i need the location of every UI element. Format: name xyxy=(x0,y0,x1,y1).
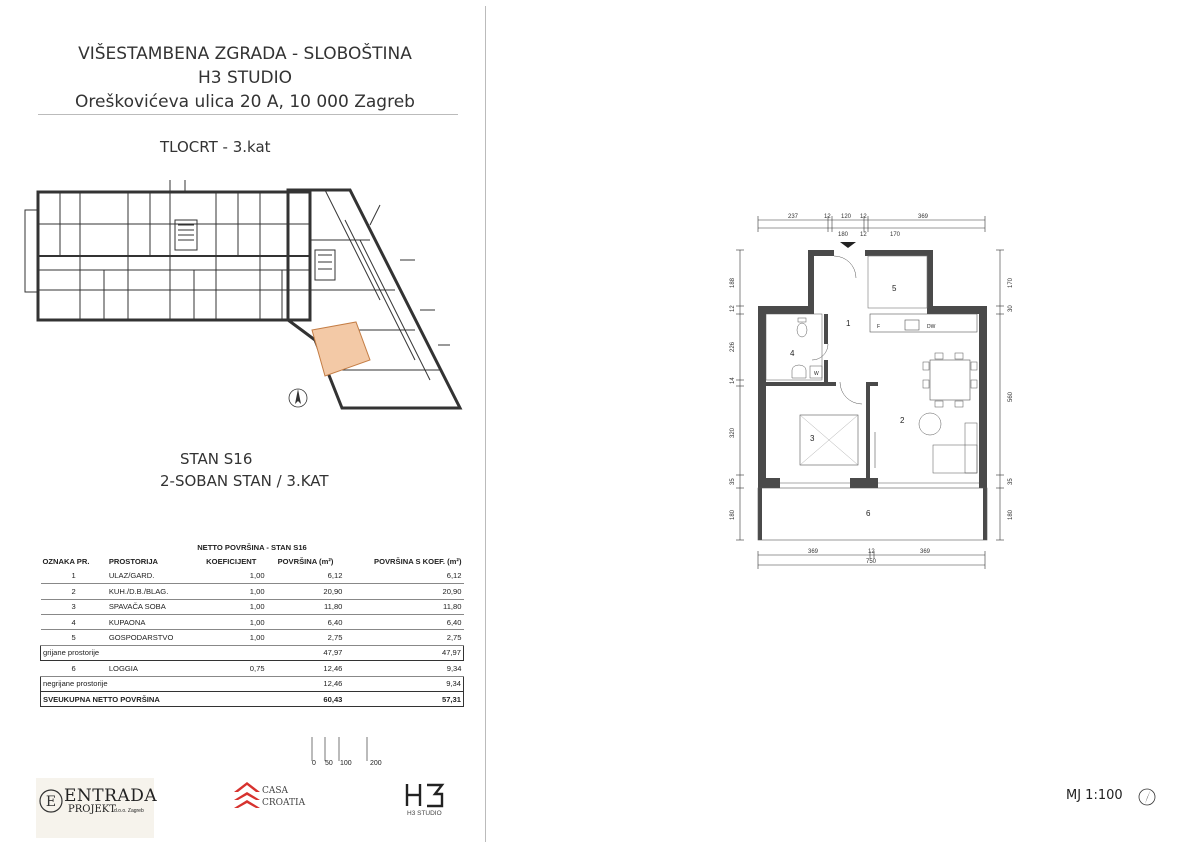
col-header-coef: KOEFICIJENT xyxy=(206,557,257,567)
dim-bottom: 750 xyxy=(866,559,877,565)
dim-left: 35 xyxy=(730,478,736,485)
area-table xyxy=(40,540,464,707)
scale-label-50: 50 xyxy=(325,760,333,767)
entrada-sub: PROJEKT xyxy=(68,804,116,815)
dishwasher-label: DW xyxy=(927,324,936,330)
casa-croatia-emblem-icon xyxy=(232,780,262,814)
room-label-1: 1 xyxy=(846,319,851,328)
unit-name: STAN S16 xyxy=(180,450,253,468)
dim-left: 226 xyxy=(730,341,736,352)
dim-top: 369 xyxy=(918,214,929,220)
table-row: 2 KUH./D.B./BLAG. 1,00 20,90 20,90 xyxy=(41,584,464,599)
room-label-4: 4 xyxy=(790,349,795,358)
heated-subtotal-row: grijane prostorije 47,97 47,97 xyxy=(41,645,464,660)
table-row: 5 GOSPODARSTVO 1,00 2,75 2,75 xyxy=(41,630,464,645)
svg-text:E: E xyxy=(45,794,57,810)
dim-right: 35 xyxy=(1008,478,1014,485)
dim-left: 12 xyxy=(730,305,736,312)
fridge-label: F xyxy=(877,324,881,330)
dim-top: 120 xyxy=(841,214,852,220)
entrada-logo xyxy=(36,778,158,838)
h3-caption: H3 STUDIO xyxy=(407,810,442,817)
room-label-2: 2 xyxy=(900,416,905,425)
dim-bottom: 12 xyxy=(868,549,875,555)
casa-line1: CASA xyxy=(262,786,289,796)
scale-label-100: 100 xyxy=(340,760,352,767)
dim-top: 170 xyxy=(890,232,901,238)
dim-bottom: 369 xyxy=(920,549,931,555)
dim-left: 188 xyxy=(730,277,736,288)
dim-top: 237 xyxy=(788,214,799,220)
dim-left: 180 xyxy=(730,509,736,520)
entrada-emblem-icon xyxy=(38,788,64,814)
apartment-floor-plan xyxy=(720,210,1020,580)
scale-label-0: 0 xyxy=(312,760,316,767)
col-header-id: OZNAKA PR. xyxy=(42,557,90,567)
dim-top: 180 xyxy=(838,232,849,238)
table-row: 6 LOGGIA 0,75 12,46 9,34 xyxy=(41,661,464,676)
dim-bottom: 369 xyxy=(808,549,819,555)
room-label-6: 6 xyxy=(866,509,871,518)
dim-right: 170 xyxy=(1008,277,1014,288)
header-divider xyxy=(38,114,458,115)
room-label-5: 5 xyxy=(892,284,897,293)
table-row: 4 KUPAONA 1,00 6,40 6,40 xyxy=(41,614,464,629)
studio-name: H3 STUDIO xyxy=(197,68,293,88)
entrada-name: ENTRADA xyxy=(64,786,158,806)
floorplan-title: TLOCRT - 3.kat xyxy=(160,138,271,156)
page-divider xyxy=(485,6,486,842)
project-address: Oreškovićeva ulica 20 A, 10 000 Zagreb xyxy=(75,92,415,112)
entrada-small: d.o.o. Zagreb xyxy=(114,808,144,814)
dim-top: 12 xyxy=(860,214,867,220)
drawing-scale: MJ 1:100 xyxy=(1066,788,1123,803)
col-header-area: POVRŠINA (m²) xyxy=(277,557,334,567)
project-title: VIŠESTAMBENA ZGRADA - SLOBOŠTINA xyxy=(78,44,412,64)
col-header-room: PROSTORIJA xyxy=(108,557,159,567)
room-label-3: 3 xyxy=(810,434,815,443)
table-row: 1 ULAZ/GARD. 1,00 6,12 6,12 xyxy=(41,569,464,584)
washer-label: W xyxy=(814,371,819,377)
unit-type: 2-SOBAN STAN / 3.KAT xyxy=(160,472,329,490)
scale-label-200: 200 xyxy=(370,760,382,767)
dim-left: 14 xyxy=(730,377,736,384)
unheated-subtotal-row: negrijane prostorije 12,46 9,34 xyxy=(41,676,464,691)
dim-right: 560 xyxy=(1008,391,1014,402)
dim-top: 12 xyxy=(824,214,831,220)
north-arrow-icon xyxy=(1136,786,1158,808)
col-header-area-coef: POVRŠINA S KOEF. (m²) xyxy=(374,557,462,567)
dim-right: 180 xyxy=(1008,509,1014,520)
dim-left: 320 xyxy=(730,427,736,438)
area-table-title: NETTO POVRŠINA - STAN S16 xyxy=(197,542,307,552)
table-row: 3 SPAVAČA SOBA 1,00 11,80 11,80 xyxy=(41,599,464,614)
dim-right: 30 xyxy=(1008,305,1014,312)
building-key-plan xyxy=(20,180,470,420)
total-row: SVEUKUPNA NETTO POVRŠINA 60,43 57,31 xyxy=(41,691,464,706)
dim-top: 12 xyxy=(860,232,867,238)
casa-line2: CROATIA xyxy=(262,798,306,808)
h3-logo-icon xyxy=(404,782,446,808)
